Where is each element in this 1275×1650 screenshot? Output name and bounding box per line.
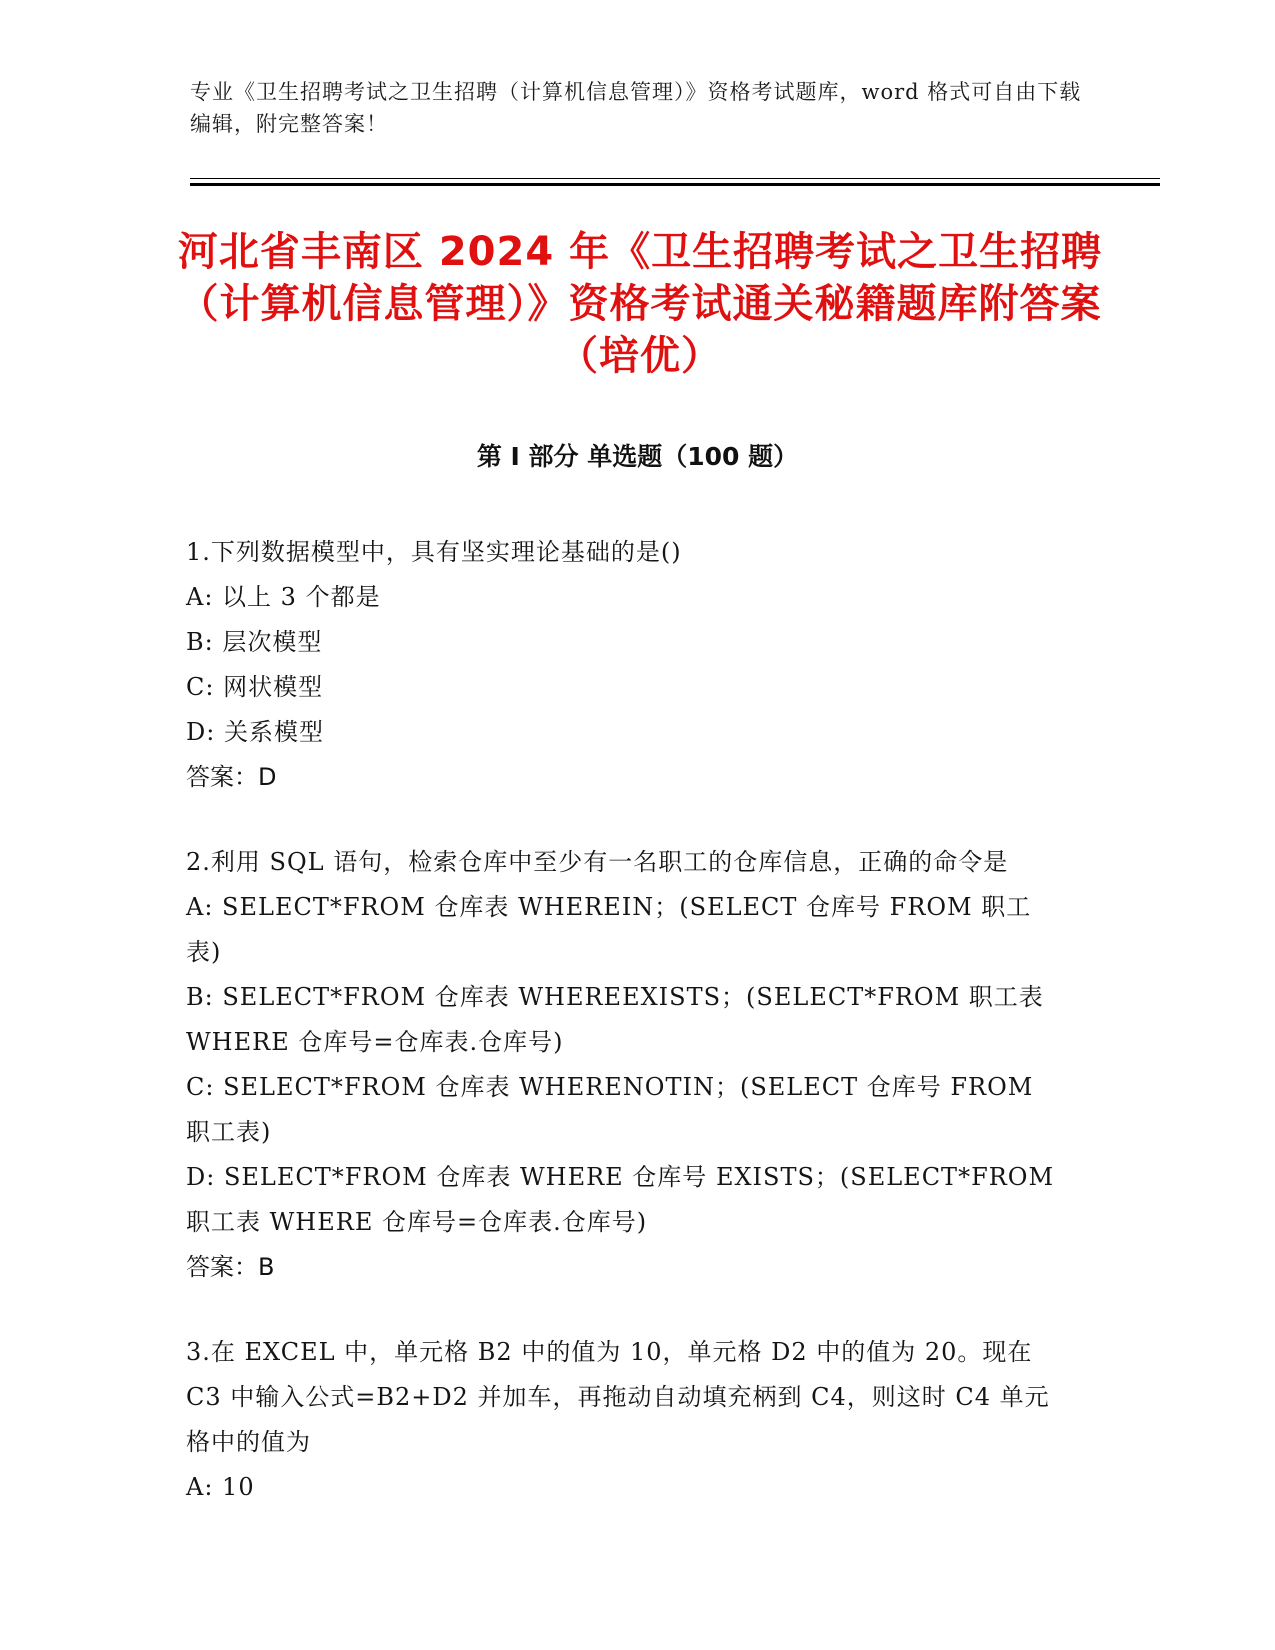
option-d: D: SELECT*FROM 仓库表 WHERE 仓库号 EXISTS；(SELECT*FROM 职工表 WHERE 仓库号=仓库表.仓库号) — [186, 1163, 1055, 1236]
option-a: A: SELECT*FROM 仓库表 WHEREIN；(SELECT 仓库号 FROM 职工表) — [186, 893, 1032, 966]
option-b: B: SELECT*FROM 仓库表 WHEREEXISTS；(SELECT*FROM 职工表 WHERE 仓库号=仓库表.仓库号) — [186, 983, 1044, 1056]
document-title: 河北省丰南区 2024 年《卫生招聘考试之卫生招聘（计算机信息管理）》资格考试通关秘籍题库附答案（培优） — [177, 229, 1103, 379]
option-c: C: 网状模型 — [186, 673, 324, 701]
question-list — [186, 530, 1066, 1550]
option-b: B: 层次模型 — [186, 628, 323, 656]
option-c: C: SELECT*FROM 仓库表 WHERENOTIN；(SELECT 仓库号 FROM 职工表) — [186, 1073, 1034, 1146]
question-stem: 1.下列数据模型中，具有坚实理论基础的是() — [186, 538, 682, 566]
question-stem: 2.利用 SQL 语句，检索仓库中至少有一名职工的仓库信息，正确的命令是 — [186, 848, 1009, 876]
question-3 — [186, 1330, 1066, 1510]
option-a: A: 以上 3 个都是 — [186, 583, 381, 611]
header-divider-thin — [190, 178, 1160, 179]
question-2 — [186, 840, 1066, 1290]
answer-line: 答案：B — [186, 1253, 275, 1281]
section-heading: 第 I 部分 单选题（100 题） — [476, 442, 799, 471]
header-divider-thick — [190, 183, 1160, 186]
question-stem: 3.在 EXCEL 中，单元格 B2 中的值为 10，单元格 D2 中的值为 20。现在 C3 中输入公式=B2+D2 并加车，再拖动自动填充柄到 C4，则这时 C4 单元格中的值为 — [186, 1338, 1050, 1456]
option-a: A: 10 — [186, 1473, 255, 1501]
question-1 — [186, 530, 1066, 800]
option-d: D: 关系模型 — [186, 718, 324, 746]
header-note: 专业《卫生招聘考试之卫生招聘（计算机信息管理）》资格考试题库，word 格式可自由下载编辑，附完整答案！ — [190, 80, 1082, 136]
answer-line: 答案：D — [186, 763, 277, 791]
